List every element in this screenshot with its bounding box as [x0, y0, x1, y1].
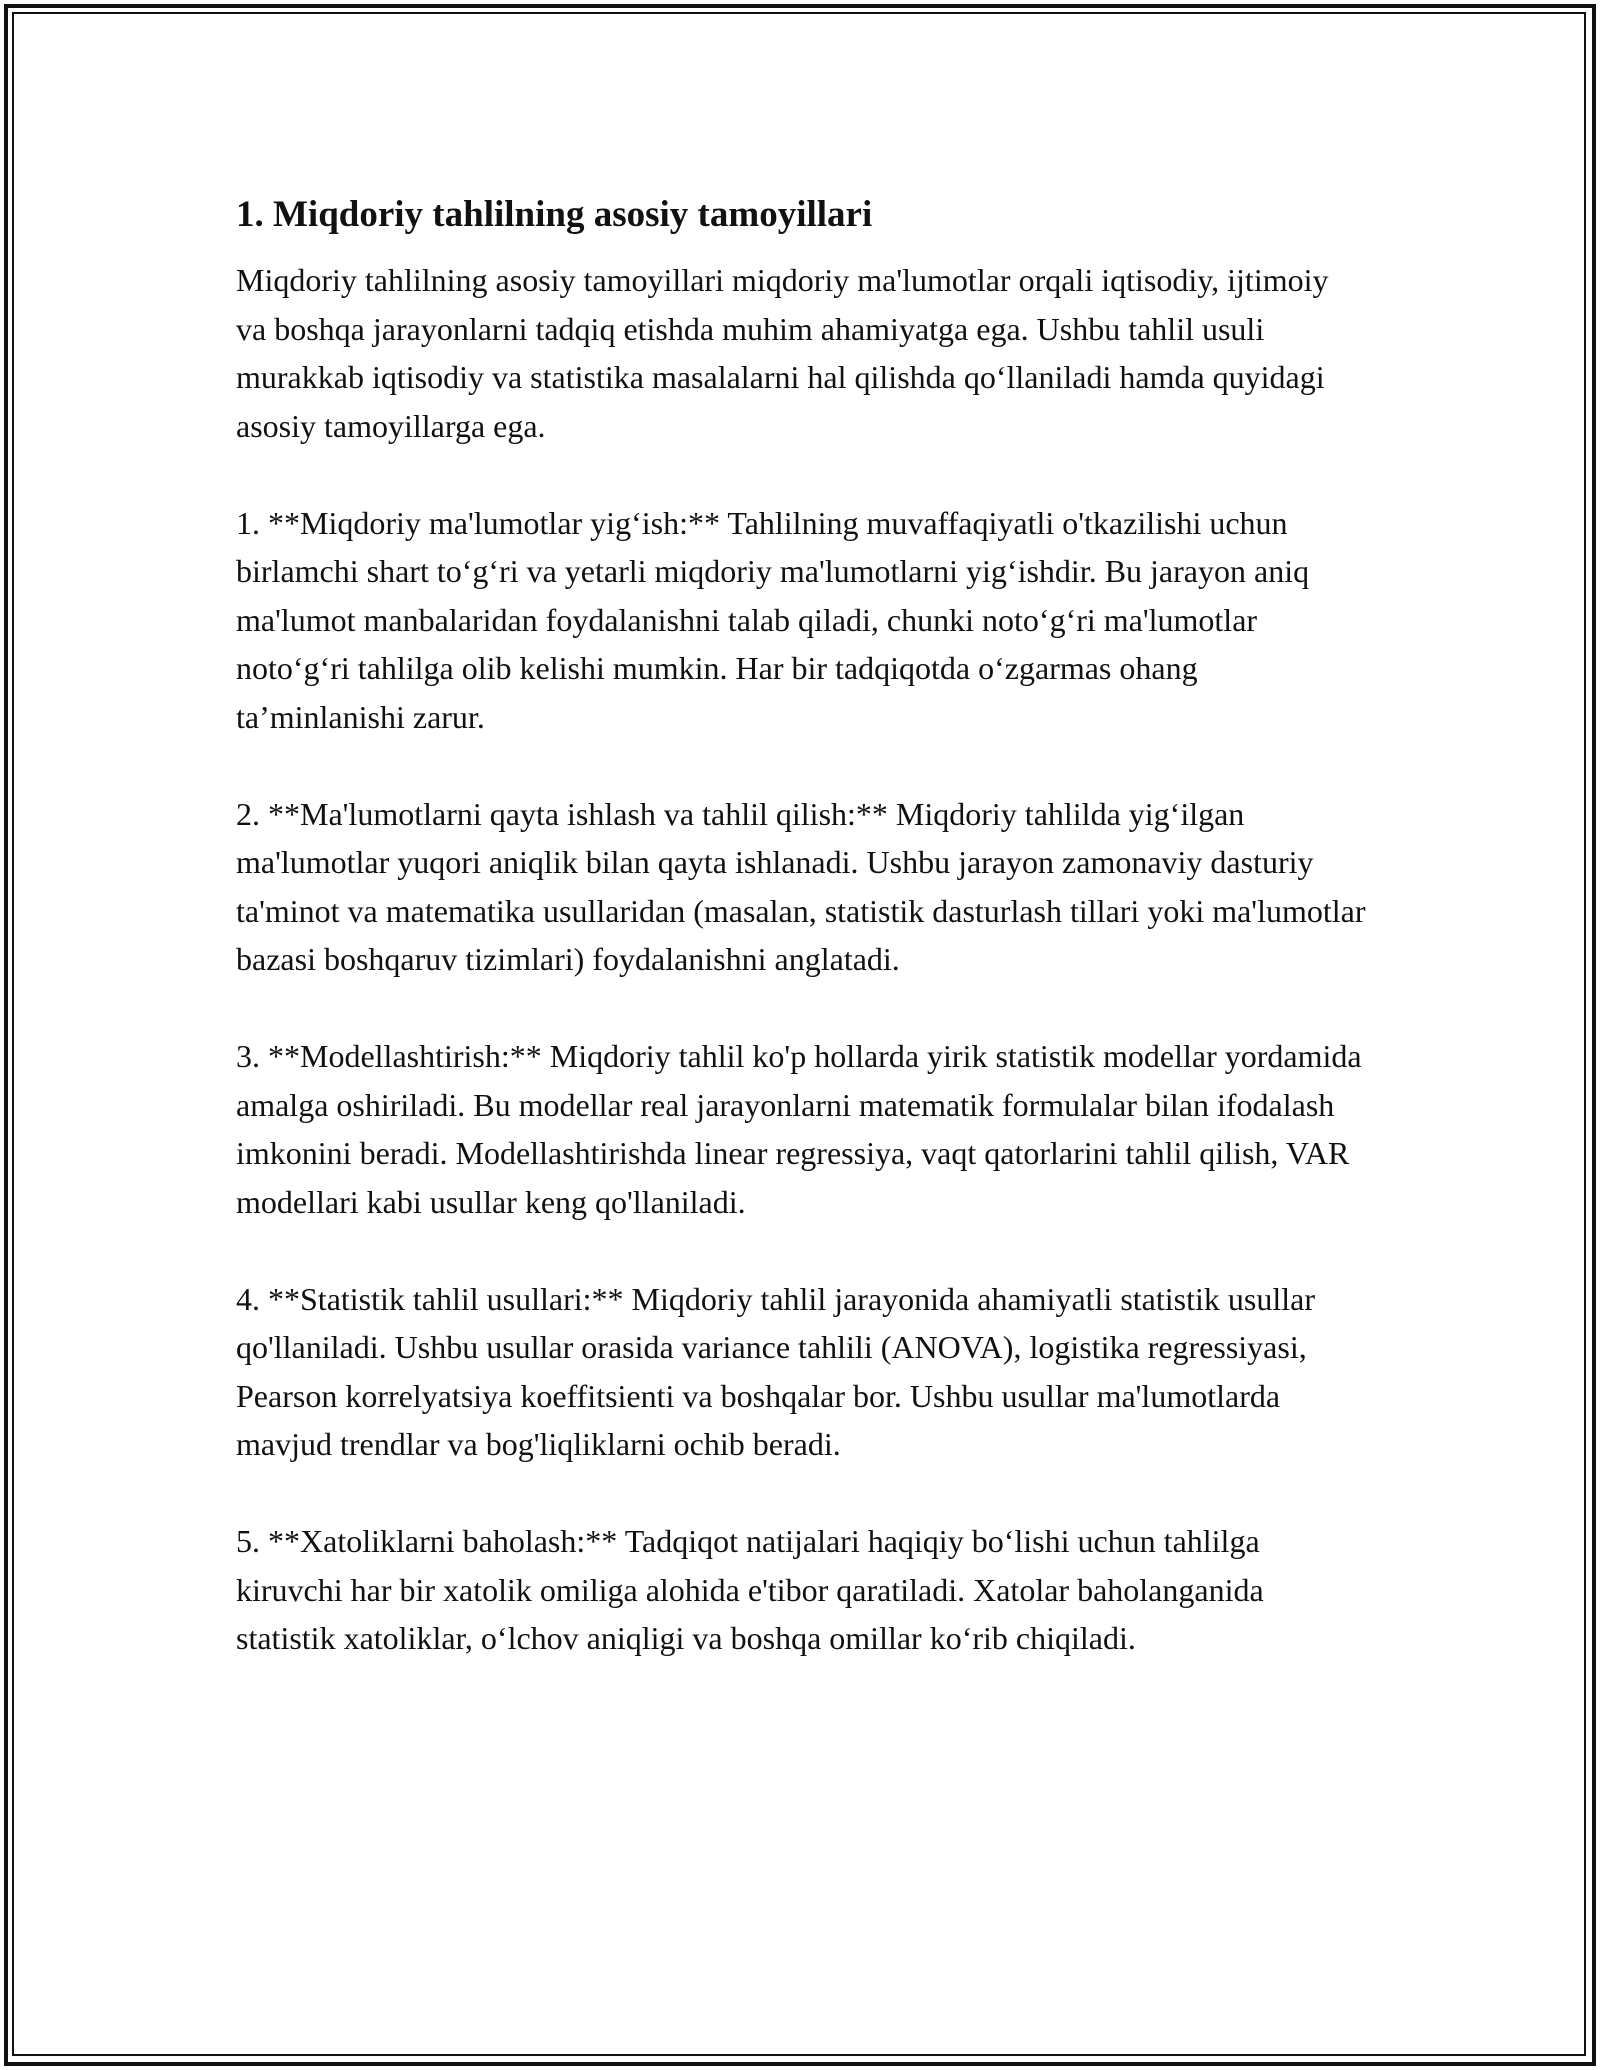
principle-3-paragraph: 3. **Modellashtirish:** Miqdoriy tahlil ko'p hollarda yirik statistik modellar yordamida amalga oshiriladi. Bu modellar real jarayonlarni matematik formulalar bilan ifodalash imkonini beradi. Modellashtirishda linear regressiya, vaqt qatorlarini tahlil qilish, VAR modellari kabi usullar keng qo'llaniladi. [236, 1038, 1362, 1220]
principle-4-paragraph: 4. **Statistik tahlil usullari:** Miqdoriy tahlil jarayonida ahamiyatli statistik usullar qo'llaniladi. Ushbu usullar orasida variance tahlili (ANOVA), logistika regressiyasi, Pearson korrelyatsiya koeffitsienti va boshqalar bor. Ushbu usullar ma'lumotlarda mavjud trendlar va bog'liqliklarni ochib beradi. [236, 1280, 1315, 1462]
principle-2-paragraph: 2. **Ma'lumotlarni qayta ishlash va tahlil qilish:** Miqdoriy tahlilda yig‘ilgan ma'lumotlar yuqori aniqlik bilan qayta ishlanadi. Ushbu jarayon zamonaviy dasturiy ta'minot va matematika usullaridan (masalan, statistik dasturlash tillari yoki ma'lumotlar bazasi boshqaruv tizimlari) foydalanishni anglatadi. [236, 795, 1366, 977]
section-heading: 1. Miqdoriy tahlilning asosiy tamoyillari [236, 194, 873, 235]
intro-paragraph: Miqdoriy tahlilning asosiy tamoyillari miqdoriy ma'lumotlar orqali iqtisodiy, ijtimoiy va boshqa jarayonlarni tadqiq etishda muhim ahamiyatga ega. Ushbu tahlil usuli murakkab iqtisodiy va statistika masalalarni hal qilishda qo‘llaniladi hamda quyidagi asosiy tamoyillarga ega. [236, 262, 1329, 444]
document-body [236, 186, 1366, 1711]
principle-5-paragraph: 5. **Xatoliklarni baholash:** Tadqiqot natijalari haqiqiy bo‘lishi uchun tahlilga kiruvchi har bir xatolik omiliga alohida e'tibor qaratiladi. Xatolar baholanganida statistik xatoliklar, o‘lchov aniqligi va boshqa omillar ko‘rib chiqiladi. [236, 1523, 1264, 1656]
principle-1-paragraph: 1. **Miqdoriy ma'lumotlar yig‘ish:** Tahlilning muvaffaqiyatli o'tkazilishi uchun birlamchi shart to‘g‘ri va yetarli miqdoriy ma'lumotlarni yig‘ishdir. Bu jarayon aniq ma'lumot manbalaridan foydalanishni talab qiladi, chunki noto‘g‘ri ma'lumotlar noto‘g‘ri tahlilga olib kelishi mumkin. Har bir tadqiqotda o‘zgarmas ohang ta’minlanishi zarur. [236, 504, 1310, 735]
